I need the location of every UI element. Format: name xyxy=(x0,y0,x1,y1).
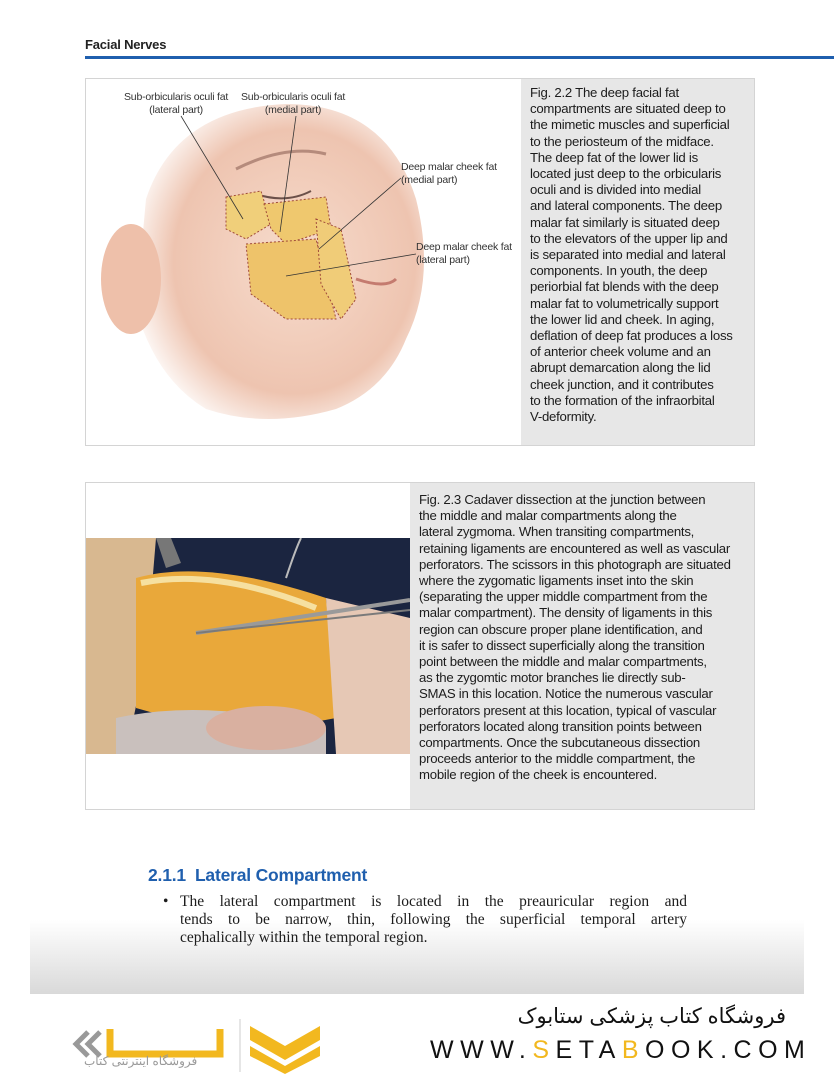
section-heading xyxy=(148,865,367,886)
caption-line: where the zygomatic ligaments inset into the skin xyxy=(419,573,694,589)
caption-line: perforators. The scissors in this photograph are situated xyxy=(419,556,731,572)
caption-line: perforators present at this location, typical of vascular xyxy=(419,702,717,718)
section-number: 2.1.1 xyxy=(148,865,186,885)
bullet-dot: • xyxy=(163,893,169,910)
footer-banner xyxy=(0,994,834,1080)
caption-text: Cadaver dissection at the junction between xyxy=(460,492,706,507)
label-malar-medial: Deep malar cheek fat (medial part) xyxy=(401,161,497,186)
section-title: Lateral Compartment xyxy=(194,865,368,885)
caption-line: to the elevators of the upper lip and xyxy=(530,230,728,246)
ear-shape xyxy=(101,224,161,334)
caption-line: deflation of deep fat produces a loss xyxy=(530,328,733,344)
caption-line: region can obscure proper plane identification, and xyxy=(419,621,703,637)
bullet-item xyxy=(163,893,687,947)
caption-line: is separated into medial and lateral xyxy=(530,247,726,263)
caption-line: retaining ligaments are encountered as well as vascular xyxy=(419,540,730,556)
caption-line: oculi and is divided into medial xyxy=(530,182,701,198)
caption-line: point between the middle and malar compartments, xyxy=(419,654,707,670)
caption-line: the middle and malar compartments along the xyxy=(419,508,677,524)
caption-line: components. In youth, the deep xyxy=(530,263,708,279)
caption-line: periorbial fat blends with the deep xyxy=(530,279,719,295)
figure-number: Fig. 2.2 xyxy=(530,85,572,100)
caption-text: The deep facial fat xyxy=(571,85,679,100)
caption-line: of anterior cheek volume and an xyxy=(530,344,711,360)
caption-line: the lower lid and cheek. In aging, xyxy=(530,311,715,327)
caption-line: malar fat similarly is situated deep xyxy=(530,214,720,230)
caption-line: proceeds anterior to the middle compartment, the xyxy=(419,751,696,767)
bullet-line: cephalically within the temporal region. xyxy=(180,929,428,946)
caption-line: and lateral components. The deep xyxy=(530,198,722,214)
bullet-line: tends to be narrow, thin, following the superficial temporal artery xyxy=(180,911,687,928)
caption-line: to the periosteum of the midface. xyxy=(530,133,714,149)
caption-line xyxy=(530,85,754,101)
header-rule xyxy=(85,56,834,59)
label-soof-medial: Sub-orbicularis oculi fat (medial part) xyxy=(241,91,346,116)
caption-line: it is safer to dissect superficially along the transition xyxy=(419,637,705,653)
caption-line: SMAS in this location. Notice the numerous vascular xyxy=(419,686,713,702)
caption-line: located just deep to the orbicularis xyxy=(530,166,722,182)
logo-tagline: فروشگاه اینترنتی کتاب xyxy=(84,1054,198,1068)
label-soof-lateral: Sub-orbicularis oculi fat (lateral part) xyxy=(124,91,229,116)
caption-line: as the zygomtic motor branches lie directly sub- xyxy=(419,670,686,686)
store-url[interactable]: WWW.SETABOOK.COM xyxy=(430,1036,812,1064)
bullet-line: The lateral compartment is located in the preauricular region and xyxy=(180,893,687,910)
caption-line xyxy=(419,492,754,508)
label-malar-lateral: Deep malar cheek fat (lateral part) xyxy=(416,241,512,266)
caption-line: lateral zygmoma. When transiting compartments, xyxy=(419,524,695,540)
caption-line: the mimetic muscles and superficial xyxy=(530,117,730,133)
caption-line: mobile region of the cheek is encountered. xyxy=(419,767,658,783)
caption-line: malar fat to volumetrically support xyxy=(530,295,719,311)
caption-line: abrupt demarcation along the lid xyxy=(530,360,711,376)
caption-line: malar compartment). The density of ligaments in this xyxy=(419,605,713,621)
store-name: فروشگاه کتاب پزشکی ستابوک xyxy=(517,1005,786,1028)
caption-line: The deep fat of the lower lid is xyxy=(530,149,698,165)
caption-line: (separating the upper middle compartment from the xyxy=(419,589,708,605)
running-head: Facial Nerves xyxy=(85,37,167,52)
figure-2-3-caption xyxy=(410,483,754,809)
figure-2-2-caption xyxy=(521,79,754,445)
figure-2-3 xyxy=(85,482,755,810)
figure-2-2 xyxy=(85,78,755,446)
caption-line: compartments are situated deep to xyxy=(530,101,726,117)
figure-number: Fig. 2.3 xyxy=(419,492,461,507)
caption-line: cheek junction, and it contributes xyxy=(530,376,714,392)
dissection-photo xyxy=(86,538,410,754)
caption-line: compartments. Once the subcutaneous dissection xyxy=(419,735,700,751)
caption-line: V-deformity. xyxy=(530,409,597,425)
caption-line: to the formation of the infraorbital xyxy=(530,392,715,408)
caption-line: perforators located along transition points between xyxy=(419,718,702,734)
